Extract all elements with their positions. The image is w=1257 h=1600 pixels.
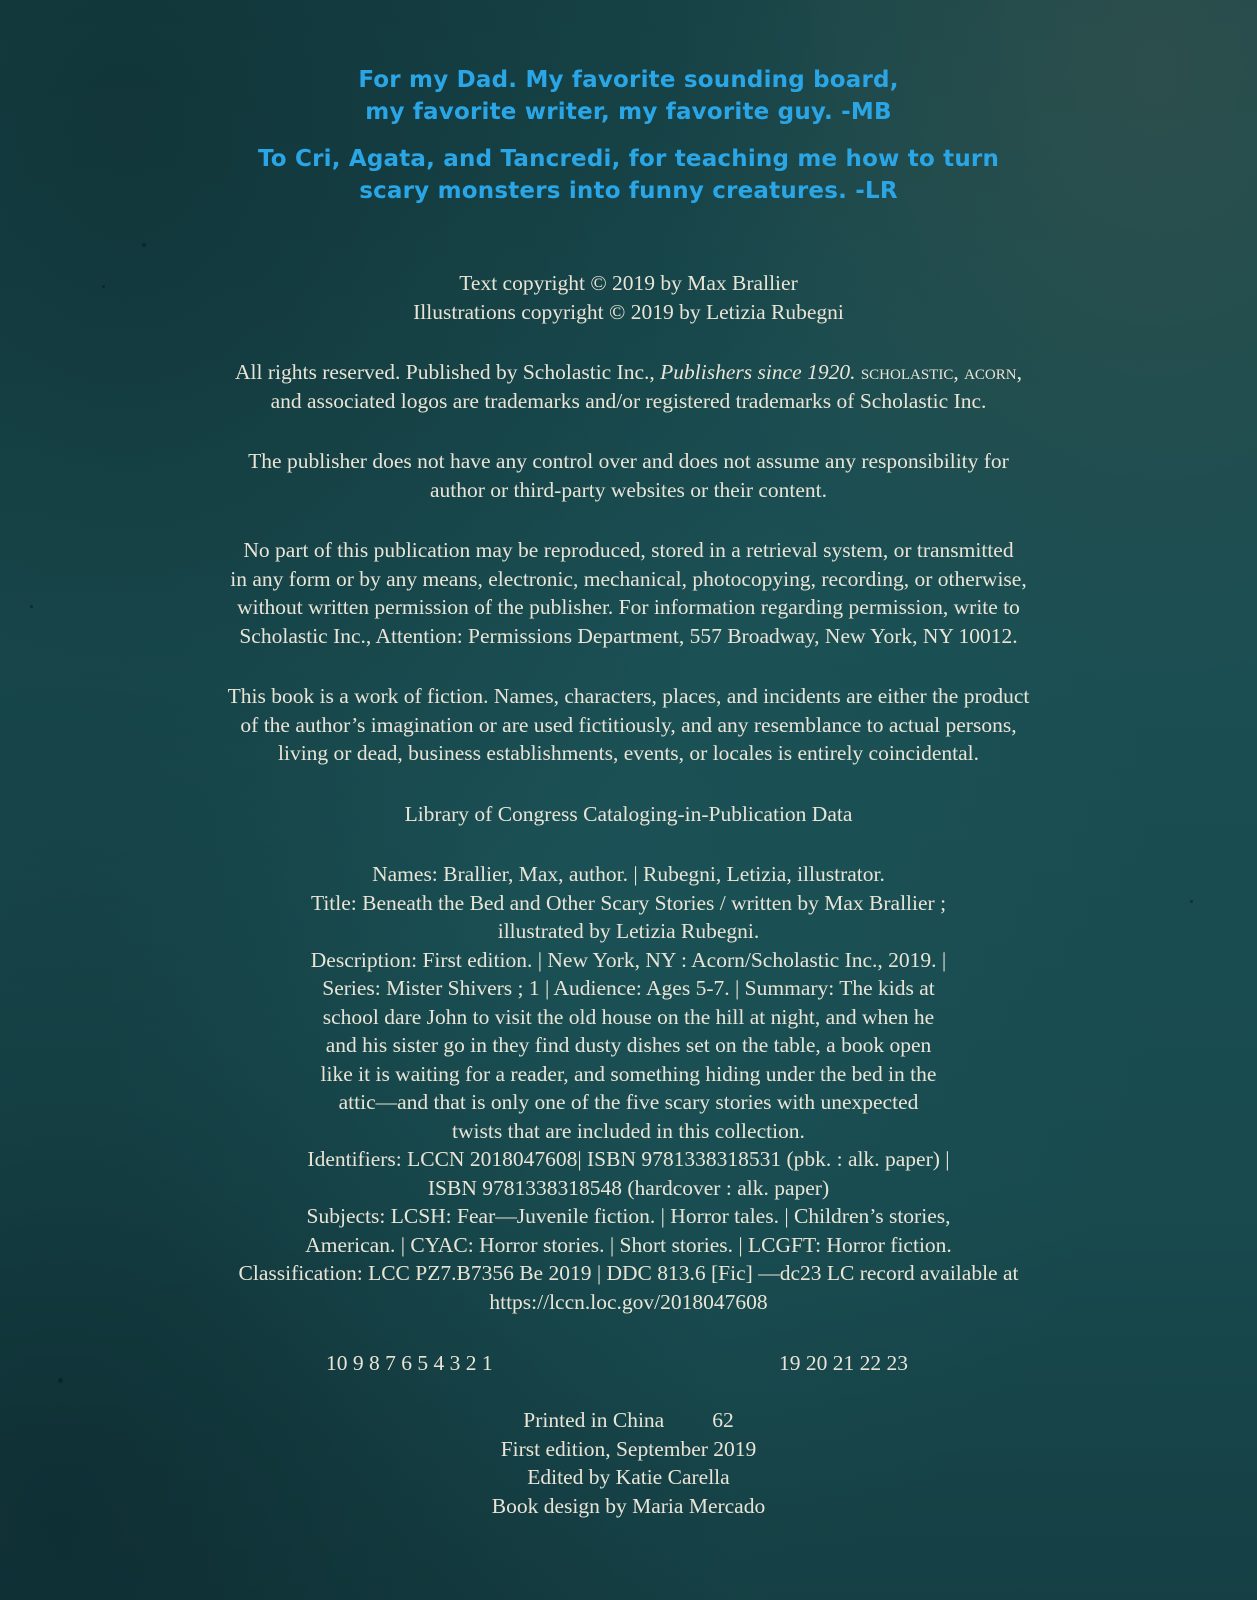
printing-info <box>0 1406 1257 1520</box>
printed-in: Printed in China <box>523 1408 665 1432</box>
cip-line: Description: First edition. | New York, NY : Acorn/Scholastic Inc., 2019. | <box>310 947 947 972</box>
printing-year-line: 19 20 21 22 23 <box>779 1351 908 1375</box>
fiction-line: living or dead, business establishments, events, or locales is entirely coincidental. <box>278 741 979 765</box>
dedication-line: For my Dad. My favorite sounding board, <box>358 67 899 93</box>
loc-heading-text: Library of Congress Cataloging-in-Publication Data <box>404 802 853 826</box>
copyright-notice <box>0 269 1257 326</box>
cip-line: school dare John to visit the old house on the hill at night, and when he <box>322 1004 935 1029</box>
cip-line: Names: Brallier, Max, author. | Rubegni, Letizia, illustrator. <box>372 862 885 886</box>
dedication-author <box>0 64 1257 128</box>
fiction-disclaimer <box>0 682 1257 768</box>
fiction-line: This book is a work of fiction. Names, characters, places, and incidents are either the product <box>227 684 1030 708</box>
plant-code: 62 <box>712 1408 734 1432</box>
reproduction-line: Scholastic Inc., Attention: Permissions Department, 557 Broadway, New York, NY 10012. <box>239 623 1018 648</box>
dedication-line: To Cri, Agata, and Tancredi, for teaching me how to turn <box>257 146 1000 172</box>
cip-line: attic—and that is only one of the five scary stories with unexpected <box>338 1090 919 1114</box>
cip-line: American. | CYAC: Horror stories. | Short stories. | LCGFT: Horror fiction. <box>305 1232 952 1257</box>
cip-line: illustrated by Letizia Rubegni. <box>497 919 760 943</box>
reproduction-notice <box>0 536 1257 650</box>
rights-notice <box>0 358 1257 415</box>
publisher-notice-line: The publisher does not have any control over and does not assume any responsibility for <box>248 449 1009 473</box>
publisher-notice-line: author or third-party websites or their content. <box>429 477 828 502</box>
printing-number-line: 10 9 8 7 6 5 4 3 2 1 <box>326 1351 493 1375</box>
rights-separator: , <box>953 360 965 384</box>
rights-text: All rights reserved. Published by Scholastic Inc., <box>235 360 661 384</box>
cip-line: twists that are included in this collection. <box>452 1118 805 1143</box>
cip-line: Series: Mister Shivers ; 1 | Audience: Ages 5-7. | Summary: The kids at <box>322 976 935 1000</box>
cip-line: Classification: LCC PZ7.B7356 Be 2019 | DDC 813.6 [Fic] —dc23 LC record available at <box>238 1261 1019 1285</box>
dedication-line: scary monsters into funny creatures. -LR <box>359 178 898 204</box>
illustrations-copyright: Illustrations copyright © 2019 by Letizia Rubegni <box>413 299 844 324</box>
edition: First edition, September 2019 <box>500 1436 757 1461</box>
dedication-illustrator <box>0 143 1257 207</box>
publishers-since: Publishers since 1920. <box>660 360 856 384</box>
cip-line: https://lccn.loc.gov/2018047608 <box>489 1289 768 1314</box>
loc-heading <box>0 800 1257 829</box>
cip-line: Subjects: LCSH: Fear—Juvenile fiction. | Horror tales. | Children’s stories, <box>306 1204 951 1228</box>
cip-data <box>0 860 1257 1316</box>
cip-line: and his sister go in they find dusty dishes set on the table, a book open <box>325 1033 932 1057</box>
cip-line: Identifiers: LCCN 2018047608| ISBN 9781338318531 (pbk. : alk. paper) | <box>307 1147 950 1171</box>
reproduction-line: No part of this publication may be reproduced, stored in a retrieval system, or transmitted <box>243 538 1014 562</box>
rights-comma: , <box>1016 360 1022 384</box>
publisher-notice <box>0 447 1257 504</box>
texture-speck <box>142 243 146 247</box>
editor-credit: Edited by Katie Carella <box>527 1465 730 1489</box>
reproduction-line: in any form or by any means, electronic, mechanical, photocopying, recording, or otherwise, <box>230 566 1027 591</box>
rights-line: and associated logos are trademarks and/or registered trademarks of Scholastic Inc. <box>270 388 987 413</box>
cip-line: like it is waiting for a reader, and something hiding under the bed in the <box>320 1061 937 1086</box>
cip-line: ISBN 9781338318548 (hardcover : alk. paper) <box>427 1175 830 1200</box>
printed-in-line <box>0 1406 1257 1435</box>
rights-line <box>0 358 1257 387</box>
cip-line: Title: Beneath the Bed and Other Scary Stories / written by Max Brallier ; <box>310 890 947 915</box>
text-copyright: Text copyright © 2019 by Max Brallier <box>459 271 798 295</box>
trademark-scholastic: scholastic <box>860 360 954 384</box>
design-credit: Book design by Maria Mercado <box>491 1493 766 1518</box>
texture-speck <box>58 1378 63 1383</box>
trademark-acorn: acorn <box>964 360 1017 384</box>
fiction-line: of the author’s imagination or are used fictitiously, and any resemblance to actual persons, <box>240 712 1017 737</box>
reproduction-line: without written permission of the publisher. For information regarding permission, write to <box>237 595 1020 619</box>
dedication-line: my favorite writer, my favorite guy. -MB <box>365 99 892 125</box>
